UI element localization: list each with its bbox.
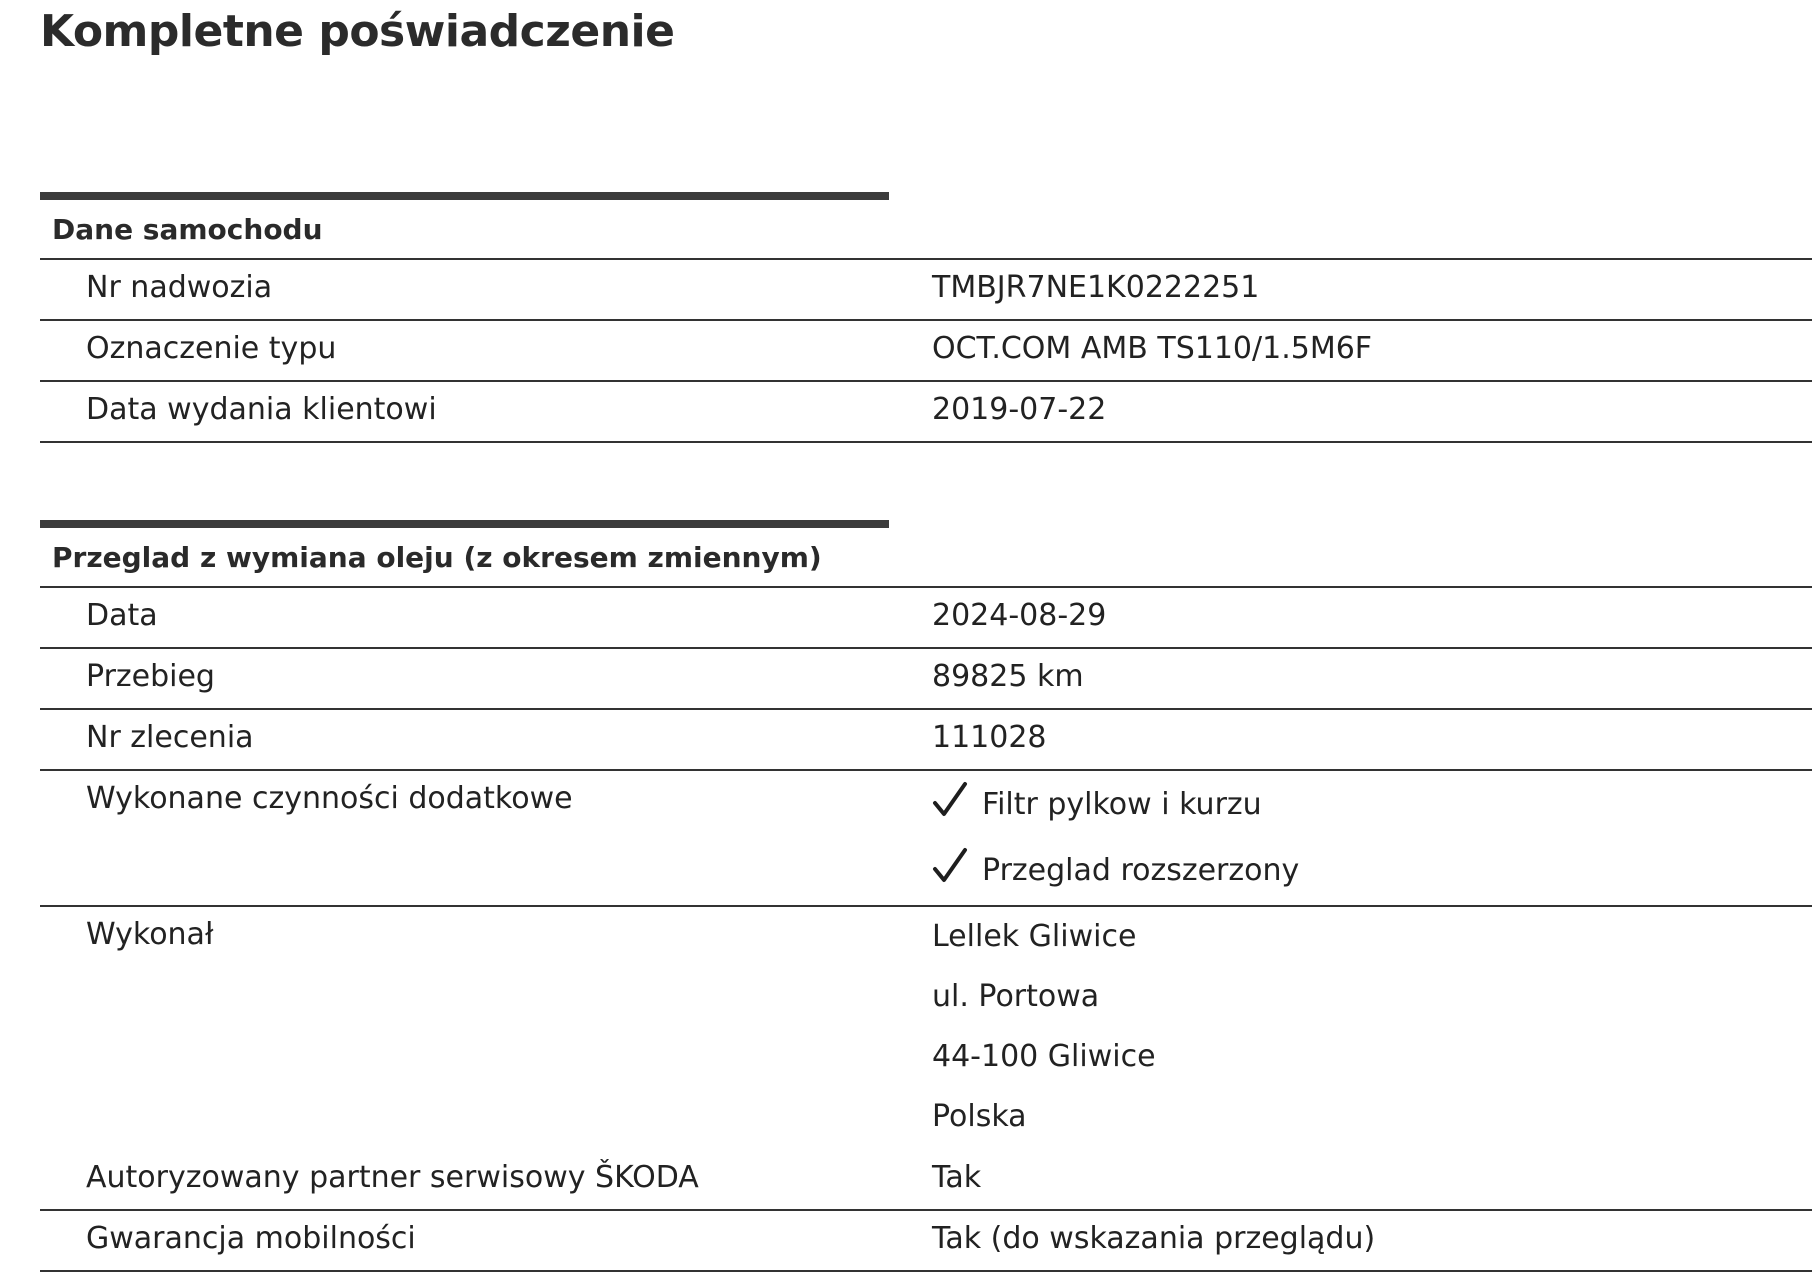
table-row	[40, 321, 1812, 382]
table-row	[40, 382, 1812, 443]
table-row	[40, 907, 1812, 1150]
table-row	[40, 649, 1812, 710]
row-label: Oznaczenie typu	[86, 331, 337, 366]
row-label: Autoryzowany partner serwisowy ŠKODA	[86, 1160, 699, 1195]
row-value: 2019-07-22	[932, 392, 1107, 427]
row-value-list	[932, 771, 1812, 905]
checkmark-icon	[932, 781, 968, 821]
table-row	[40, 260, 1812, 321]
row-value: TMBJR7NE1K0222251	[932, 270, 1260, 305]
table-row	[40, 1211, 1812, 1272]
list-item-text: Filtr pylkow i kurzu	[982, 787, 1262, 822]
checkmark-icon	[932, 847, 968, 887]
row-value: 89825 km	[932, 659, 1084, 694]
row-label: Wykonał	[86, 917, 214, 952]
page-title: Kompletne poświadczenie	[40, 6, 675, 57]
list-item	[932, 847, 1812, 913]
address-line: Polska	[932, 1099, 1027, 1134]
address-line: ul. Portowa	[932, 979, 1100, 1014]
row-label: Przebieg	[86, 659, 215, 694]
table-row	[40, 1150, 1812, 1211]
address-line: Lellek Gliwice	[932, 919, 1137, 954]
section-title-car-data: Dane samochodu	[40, 200, 1812, 260]
row-value: Tak	[932, 1160, 982, 1195]
row-value: 111028	[932, 720, 1047, 755]
table-row	[40, 588, 1812, 649]
car-data-section	[40, 192, 1812, 443]
section-title-service: Przeglad z wymiana oleju (z okresem zmiennym)	[40, 528, 1812, 588]
row-label: Gwarancja mobilności	[86, 1221, 416, 1256]
row-label: Nr zlecenia	[86, 720, 254, 755]
table-row	[40, 771, 1812, 907]
row-value: Tak (do wskazania przeglądu)	[932, 1221, 1376, 1256]
list-item-text: Przeglad rozszerzony	[982, 853, 1300, 888]
row-label: Data	[86, 598, 158, 633]
row-label: Wykonane czynności dodatkowe	[86, 781, 573, 816]
service-section	[40, 520, 1812, 1272]
list-item	[932, 781, 1812, 847]
address-line: 44-100 Gliwice	[932, 1039, 1156, 1074]
row-value: 2024-08-29	[932, 598, 1107, 633]
section-divider-bar	[40, 520, 889, 528]
section-divider-bar	[40, 192, 889, 200]
table-row	[40, 710, 1812, 771]
row-label: Data wydania klientowi	[86, 392, 437, 427]
row-label: Nr nadwozia	[86, 270, 273, 305]
row-value: OCT.COM AMB TS110/1.5M6F	[932, 331, 1373, 366]
row-value-address	[932, 907, 1812, 1150]
